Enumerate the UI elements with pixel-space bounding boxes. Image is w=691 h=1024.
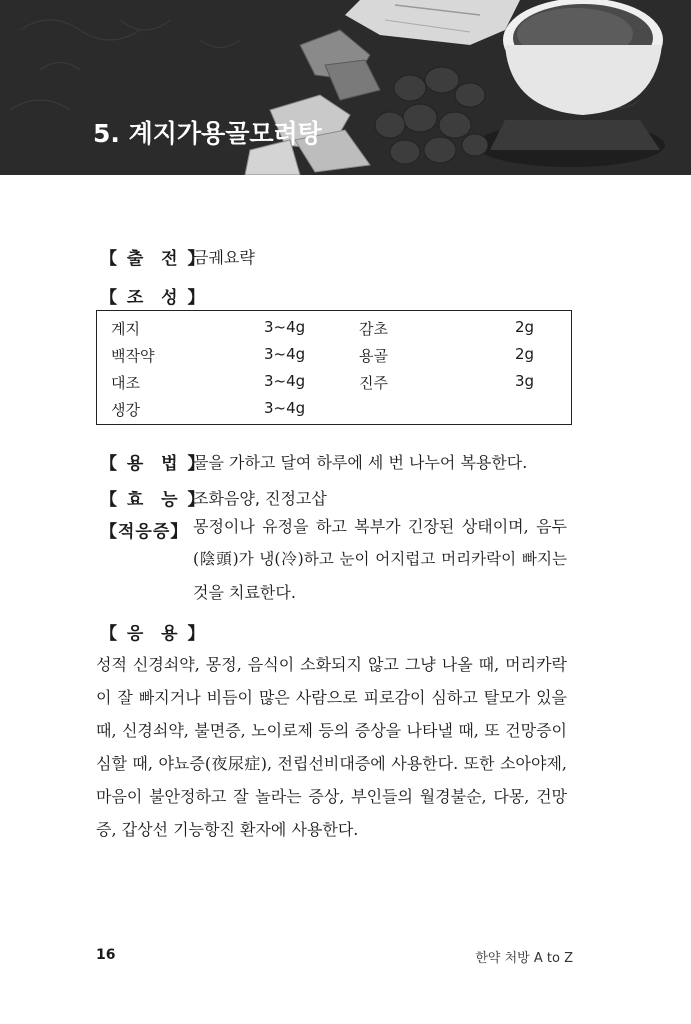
text-line: (陰頭)가 냉(冷)하고 눈이 어지럽고 머리카락이 빠지는 bbox=[193, 550, 567, 568]
text-line: 때, 신경쇠약, 불면증, 노이로제 등의 증상을 나타낼 때, 또 건망증이 bbox=[96, 721, 567, 740]
herb-name: 대조 bbox=[111, 374, 140, 392]
herb-name: 감초 bbox=[359, 320, 388, 338]
herb-name: 진주 bbox=[359, 374, 388, 392]
herb-dose: 3~4g bbox=[264, 345, 306, 363]
composition-label: 【 조 성 】 bbox=[100, 288, 207, 308]
header-banner bbox=[0, 0, 691, 175]
book-title: 한약 처방 A to Z bbox=[475, 951, 573, 966]
text-line: 마음이 불안정하고 잘 놀라는 증상, 부인들의 월경불순, 다몽, 건망 bbox=[96, 787, 567, 806]
efficacy-label: 【 효 능 】 bbox=[100, 490, 207, 510]
source-label: 【 출 전 】 bbox=[100, 249, 207, 269]
page-title: 5. 계지가용골모려탕 bbox=[93, 119, 322, 148]
herb-dose: 3~4g bbox=[264, 318, 306, 336]
indications-label: 【적응증】 bbox=[100, 522, 189, 542]
text-line: 것을 치료한다. bbox=[193, 583, 296, 602]
herb-name: 생강 bbox=[111, 401, 140, 419]
source-value: 금궤요략 bbox=[193, 248, 255, 267]
table-row bbox=[97, 399, 571, 426]
text-line: 이 잘 빠지거나 비듬이 많은 사람으로 피로감이 심하고 탈모가 있을 bbox=[96, 688, 567, 707]
herb-name: 용골 bbox=[359, 347, 388, 365]
text-line: 증, 갑상선 기능항진 환자에 사용한다. bbox=[96, 820, 359, 839]
application-label: 【 응 용 】 bbox=[100, 624, 207, 644]
efficacy-value: 조화음양, 진정고삽 bbox=[193, 489, 327, 508]
text-line: 몽정이나 유정을 하고 복부가 긴장된 상태이며, 음두 bbox=[193, 517, 567, 536]
herb-dose: 3~4g bbox=[264, 399, 306, 417]
herb-name: 계지 bbox=[111, 320, 140, 338]
herb-dose: 3~4g bbox=[264, 372, 306, 390]
usage-label: 【 용 법 】 bbox=[100, 454, 207, 474]
text-line: 심할 때, 야뇨증(夜尿症), 전립선비대증에 사용한다. 또한 소아야제, bbox=[96, 754, 567, 773]
herb-name: 백작약 bbox=[111, 347, 155, 365]
indications-text bbox=[193, 510, 567, 609]
page-number: 16 bbox=[96, 947, 116, 963]
composition-table bbox=[96, 310, 572, 425]
herb-dose: 2g bbox=[515, 345, 535, 363]
herb-dose: 3g bbox=[515, 372, 535, 390]
usage-value: 물을 가하고 달여 하루에 세 번 나누어 복용한다. bbox=[193, 453, 528, 472]
herb-dose: 2g bbox=[515, 318, 535, 336]
table-row bbox=[97, 345, 571, 372]
table-row bbox=[97, 372, 571, 399]
application-text bbox=[96, 648, 567, 846]
text-line: 성적 신경쇠약, 몽정, 음식이 소화되지 않고 그냥 나올 때, 머리카락 bbox=[96, 655, 567, 674]
table-row bbox=[97, 318, 571, 345]
